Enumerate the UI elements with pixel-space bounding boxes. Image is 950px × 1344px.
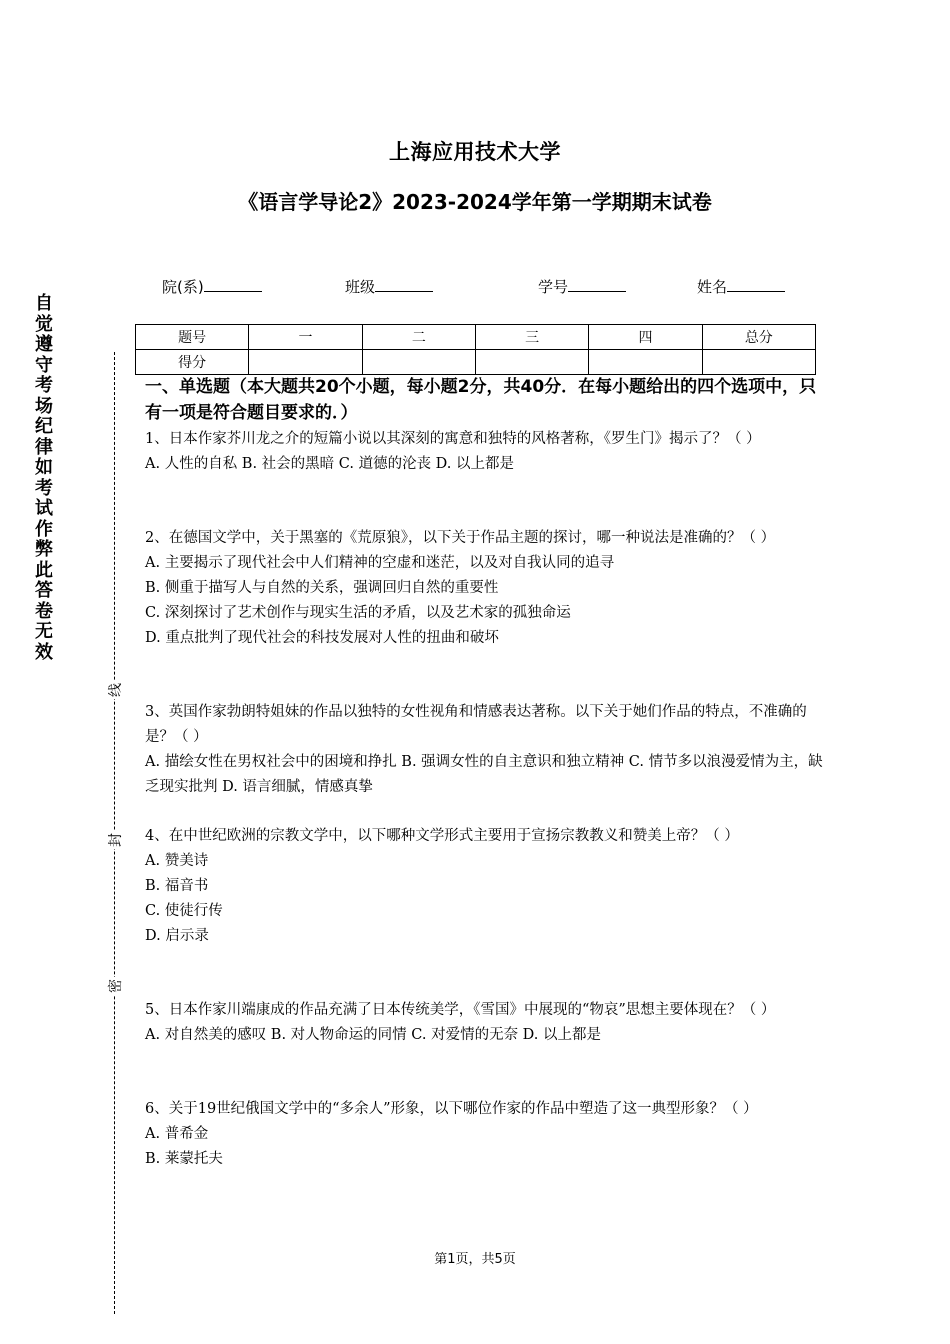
score-table-score-row bbox=[136, 350, 816, 375]
department-field bbox=[162, 276, 262, 297]
page-footer: 第1页，共5页 bbox=[434, 1252, 516, 1267]
score-cell: 三 bbox=[475, 325, 588, 350]
class-field bbox=[345, 276, 433, 297]
score-entry-cell bbox=[475, 350, 588, 375]
question-stem: 1、日本作家芥川龙之介的短篇小说以其深刻的寓意和独特的风格著称，《罗生门》揭示了？（ ） bbox=[145, 431, 761, 447]
question-option: A. 对自然美的感叹 B. 对人物命运的同情 C. 对爱情的无奈 D. 以上都是 bbox=[145, 1027, 602, 1043]
question-4 bbox=[145, 824, 825, 949]
question-stem: 2、在德国文学中，关于黑塞的《荒原狼》，以下关于作品主题的探讨，哪一种说法是准确的？（ ） bbox=[145, 530, 776, 546]
question-3 bbox=[145, 700, 825, 800]
question-option: A. 主要揭示了现代社会中人们精神的空虚和迷茫，以及对自我认同的追寻 bbox=[145, 555, 615, 571]
question-6 bbox=[145, 1097, 825, 1172]
question-option: A. 人性的自私 B. 社会的黑暗 C. 道德的沦丧 D. 以上都是 bbox=[145, 456, 515, 472]
score-entry-cell bbox=[589, 350, 702, 375]
question-stem: 5、日本作家川端康成的作品充满了日本传统美学，《雪国》中展现的“物哀”思想主要体现在？（ ） bbox=[145, 1002, 776, 1018]
question-option: C. 深刻探讨了艺术创作与现实生活的矛盾，以及艺术家的孤独命运 bbox=[145, 605, 571, 621]
seal-mark-line: 线 bbox=[105, 681, 125, 699]
university-title: 上海应用技术大学 bbox=[389, 140, 561, 164]
section-heading: 一、单选题（本大题共20个小题，每小题2分，共40分．在每小题给出的四个选项中，只有一项是符合题目要求的．） bbox=[145, 377, 817, 423]
score-cell: 二 bbox=[362, 325, 475, 350]
question-option: A. 普希金 bbox=[145, 1126, 209, 1142]
question-2 bbox=[145, 526, 825, 651]
student-id-blank bbox=[568, 277, 626, 292]
name-field bbox=[697, 276, 785, 297]
score-entry-cell bbox=[702, 350, 815, 375]
score-table bbox=[135, 324, 816, 375]
question-stem: 4、在中世纪欧洲的宗教文学中，以下哪种文学形式主要用于宣扬宗教教义和赞美上帝？（ ） bbox=[145, 828, 739, 844]
department-label: 院(系) bbox=[162, 278, 204, 296]
question-option: B. 莱蒙托夫 bbox=[145, 1151, 223, 1167]
student-id-label: 学号 bbox=[538, 278, 569, 296]
name-label: 姓名 bbox=[697, 278, 728, 296]
score-cell: 题号 bbox=[136, 325, 249, 350]
score-cell: 得分 bbox=[136, 350, 249, 375]
question-5 bbox=[145, 998, 825, 1048]
class-blank bbox=[375, 277, 433, 292]
seal-mark-secret: 密 bbox=[105, 977, 125, 995]
student-id-field bbox=[538, 276, 626, 297]
side-notice: 自觉遵守考场纪律如考试作弊此答卷无效 bbox=[35, 293, 53, 663]
question-option: B. 侧重于描写人与自然的关系，强调回归自然的重要性 bbox=[145, 580, 499, 596]
question-option: C. 使徒行传 bbox=[145, 903, 223, 919]
score-cell: 总分 bbox=[702, 325, 815, 350]
score-entry-cell bbox=[249, 350, 362, 375]
question-option: A. 赞美诗 bbox=[145, 853, 209, 869]
score-entry-cell bbox=[362, 350, 475, 375]
question-option: B. 福音书 bbox=[145, 878, 209, 894]
question-stem: 6、关于19世纪俄国文学中的“多余人”形象，以下哪位作家的作品中塑造了这一典型形象？（ ） bbox=[145, 1101, 758, 1117]
question-option: A. 描绘女性在男权社会中的困境和挣扎 B. 强调女性的自主意识和独立精神 C. 情节多以浪漫爱情为主，缺乏现实批判 D. 语言细腻，情感真挚 bbox=[145, 754, 823, 795]
question-option: D. 重点批判了现代社会的科技发展对人性的扭曲和破坏 bbox=[145, 630, 499, 646]
question-stem: 3、英国作家勃朗特姐妹的作品以独特的女性视角和情感表达著称。以下关于她们作品的特点，不准确的是？（ ） bbox=[145, 704, 807, 745]
department-blank bbox=[204, 277, 262, 292]
exam-title: 《语言学导论2》2023-2024学年第一学期期末试卷 bbox=[238, 190, 712, 214]
seal-mark-seal: 封 bbox=[105, 831, 125, 849]
name-blank bbox=[727, 277, 785, 292]
score-cell: 四 bbox=[589, 325, 702, 350]
score-cell: 一 bbox=[249, 325, 362, 350]
question-1 bbox=[145, 427, 825, 477]
question-option: D. 启示录 bbox=[145, 928, 209, 944]
score-table-header-row bbox=[136, 325, 816, 350]
class-label: 班级 bbox=[345, 278, 376, 296]
